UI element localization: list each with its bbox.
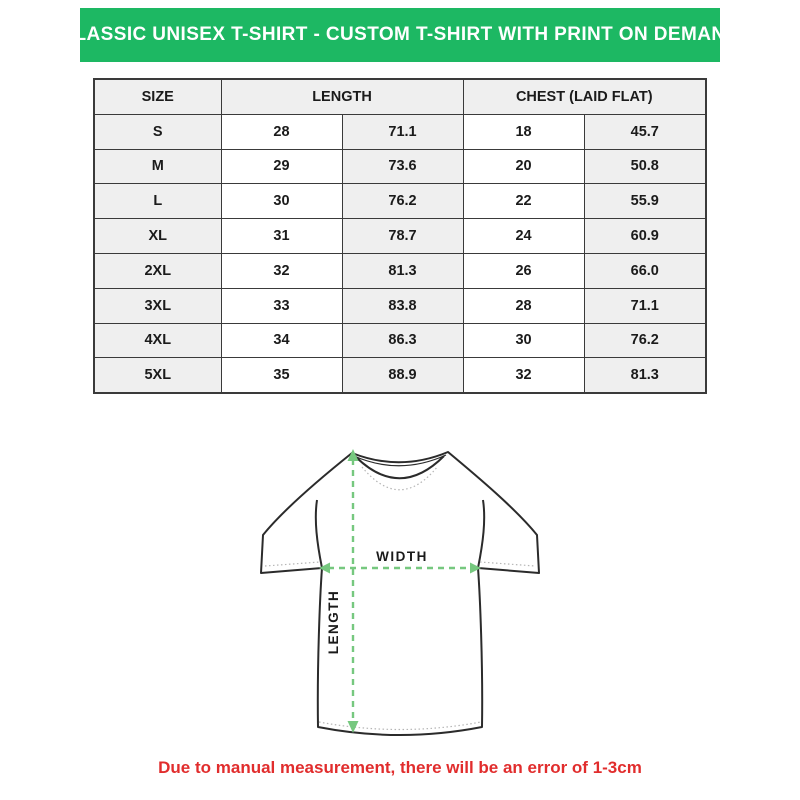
length-cm-cell: 73.6: [342, 149, 463, 184]
chest-in-cell: 24: [463, 219, 584, 254]
chest-in-cell: 32: [463, 358, 584, 393]
chest-in-cell: 18: [463, 114, 584, 149]
measurement-note: Due to manual measurement, there will be an error of 1-3cm: [158, 758, 642, 777]
chest-in-cell: 26: [463, 253, 584, 288]
size-cell: 2XL: [94, 253, 221, 288]
chest-cm-cell: 76.2: [584, 323, 706, 358]
length-in-cell: 30: [221, 184, 342, 219]
length-in-cell: 29: [221, 149, 342, 184]
size-cell: L: [94, 184, 221, 219]
length-in-cell: 32: [221, 253, 342, 288]
table-row: [94, 288, 706, 323]
table-row: [94, 219, 706, 254]
chest-cm-cell: 60.9: [584, 219, 706, 254]
chest-cm-cell: 55.9: [584, 184, 706, 219]
table-header-row: [94, 79, 706, 114]
length-cm-cell: 76.2: [342, 184, 463, 219]
chest-cm-cell: 71.1: [584, 288, 706, 323]
column-header-length: LENGTH: [221, 79, 463, 114]
size-cell: M: [94, 149, 221, 184]
chest-in-cell: 20: [463, 149, 584, 184]
tshirt-outline: [261, 452, 539, 735]
size-cell: 5XL: [94, 358, 221, 393]
length-in-cell: 33: [221, 288, 342, 323]
length-in-cell: 31: [221, 219, 342, 254]
tshirt-measurement-diagram: [240, 425, 560, 755]
title-banner: [60, 8, 740, 62]
column-header-chest: CHEST (LAID FLAT): [463, 79, 706, 114]
size-cell: 4XL: [94, 323, 221, 358]
length-cm-cell: 81.3: [342, 253, 463, 288]
length-in-cell: 34: [221, 323, 342, 358]
length-in-cell: 28: [221, 114, 342, 149]
table-row: [94, 149, 706, 184]
size-chart-table: [93, 78, 707, 394]
size-cell: XL: [94, 219, 221, 254]
table-row: [94, 184, 706, 219]
table-row: [94, 323, 706, 358]
chest-in-cell: 28: [463, 288, 584, 323]
length-in-cell: 35: [221, 358, 342, 393]
length-arrow-label: LENGTH: [326, 589, 341, 655]
table-row: [94, 114, 706, 149]
table-row: [94, 253, 706, 288]
length-cm-cell: 88.9: [342, 358, 463, 393]
column-header-size: SIZE: [94, 79, 221, 114]
length-cm-cell: 71.1: [342, 114, 463, 149]
chest-cm-cell: 50.8: [584, 149, 706, 184]
chest-cm-cell: 45.7: [584, 114, 706, 149]
table-row: [94, 358, 706, 393]
chest-cm-cell: 66.0: [584, 253, 706, 288]
length-cm-cell: 83.8: [342, 288, 463, 323]
length-cm-cell: 78.7: [342, 219, 463, 254]
size-cell: 3XL: [94, 288, 221, 323]
chest-in-cell: 30: [463, 323, 584, 358]
page-title: CLASSIC UNISEX T-SHIRT - CUSTOM T-SHIRT WITH PRINT ON DEMAND: [60, 24, 740, 45]
length-cm-cell: 86.3: [342, 323, 463, 358]
chest-in-cell: 22: [463, 184, 584, 219]
size-cell: S: [94, 114, 221, 149]
width-arrow-label: WIDTH: [376, 549, 428, 564]
chest-cm-cell: 81.3: [584, 358, 706, 393]
